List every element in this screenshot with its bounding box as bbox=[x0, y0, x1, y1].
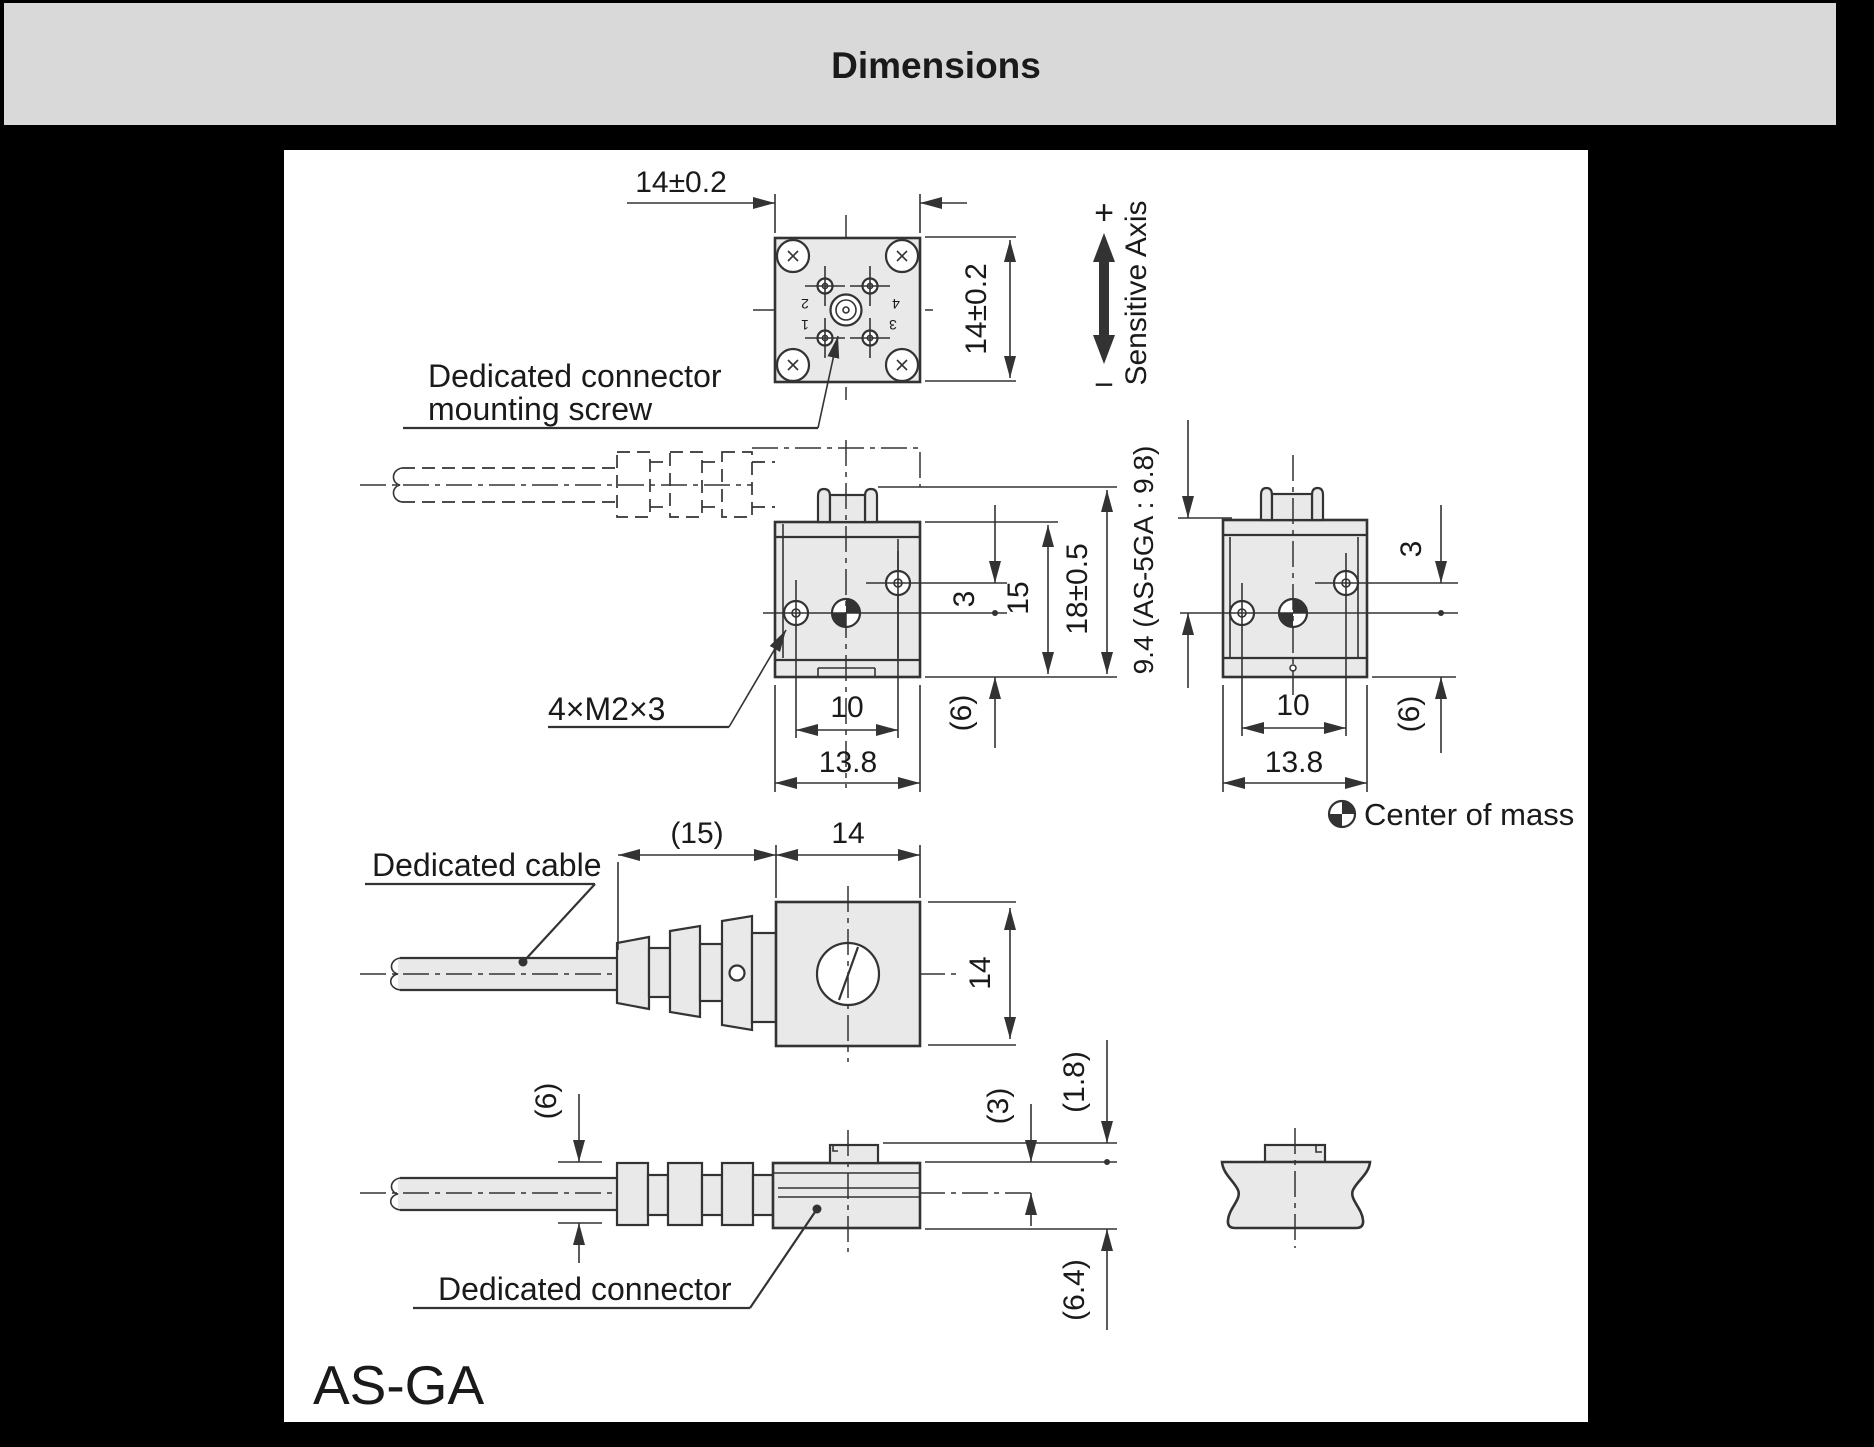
svg-text:(15): (15) bbox=[670, 817, 724, 850]
svg-text:10: 10 bbox=[830, 691, 864, 724]
svg-text:(6): (6) bbox=[945, 694, 978, 732]
svg-text:15: 15 bbox=[1002, 581, 1035, 615]
svg-text:14±0.2: 14±0.2 bbox=[635, 166, 727, 199]
svg-text:3: 3 bbox=[1395, 540, 1428, 558]
sensitive-axis bbox=[1093, 194, 1153, 404]
pin-label-3: 3 bbox=[889, 317, 897, 333]
bottom-boot bbox=[617, 1163, 773, 1225]
svg-text:13.8: 13.8 bbox=[1264, 746, 1324, 779]
front-connector-nub bbox=[818, 489, 877, 522]
svg-text:Dedicated connector: Dedicated connector bbox=[428, 358, 722, 394]
svg-text:(1.8): (1.8) bbox=[1058, 1051, 1091, 1113]
svg-text:(3): (3) bbox=[982, 1087, 1015, 1125]
svg-text:(6): (6) bbox=[1393, 695, 1426, 733]
svg-text:Dedicated cable: Dedicated cable bbox=[372, 847, 602, 883]
svg-text:Dedicated connector: Dedicated connector bbox=[438, 1271, 732, 1307]
svg-text:14±0.2: 14±0.2 bbox=[960, 263, 993, 355]
svg-text:13.8: 13.8 bbox=[818, 746, 878, 779]
bottom-connector-tab bbox=[830, 1145, 878, 1163]
page-title: Dimensions bbox=[831, 45, 1041, 86]
legend-center-of-mass bbox=[1329, 797, 1574, 832]
pin-label-4: 4 bbox=[892, 296, 900, 312]
svg-text:10: 10 bbox=[1276, 689, 1310, 722]
svg-text:3: 3 bbox=[948, 590, 981, 608]
svg-text:4×M2×3: 4×M2×3 bbox=[548, 691, 666, 727]
svg-text:mounting screw: mounting screw bbox=[428, 391, 653, 427]
mounting-screw-icon bbox=[831, 295, 862, 326]
svg-text:14: 14 bbox=[964, 956, 997, 990]
svg-text:Center of mass: Center of mass bbox=[1364, 797, 1575, 832]
model-name: AS-GA bbox=[313, 1354, 485, 1416]
axis-minus: − bbox=[1094, 366, 1114, 404]
pin-label-2: 2 bbox=[801, 296, 809, 312]
pin-label-1: 1 bbox=[801, 317, 809, 333]
drawing-paper bbox=[284, 150, 1588, 1422]
svg-text:9.4 (AS-5GA : 9.8): 9.4 (AS-5GA : 9.8) bbox=[1128, 445, 1159, 675]
svg-text:18±0.5: 18±0.5 bbox=[1061, 543, 1094, 635]
svg-text:(6): (6) bbox=[530, 1082, 563, 1120]
axis-plus: + bbox=[1094, 194, 1114, 232]
svg-text:(6.4): (6.4) bbox=[1058, 1259, 1091, 1321]
end-view-body bbox=[1222, 1162, 1370, 1228]
axis-label: Sensitive Axis bbox=[1120, 200, 1153, 386]
svg-text:14: 14 bbox=[831, 817, 865, 850]
